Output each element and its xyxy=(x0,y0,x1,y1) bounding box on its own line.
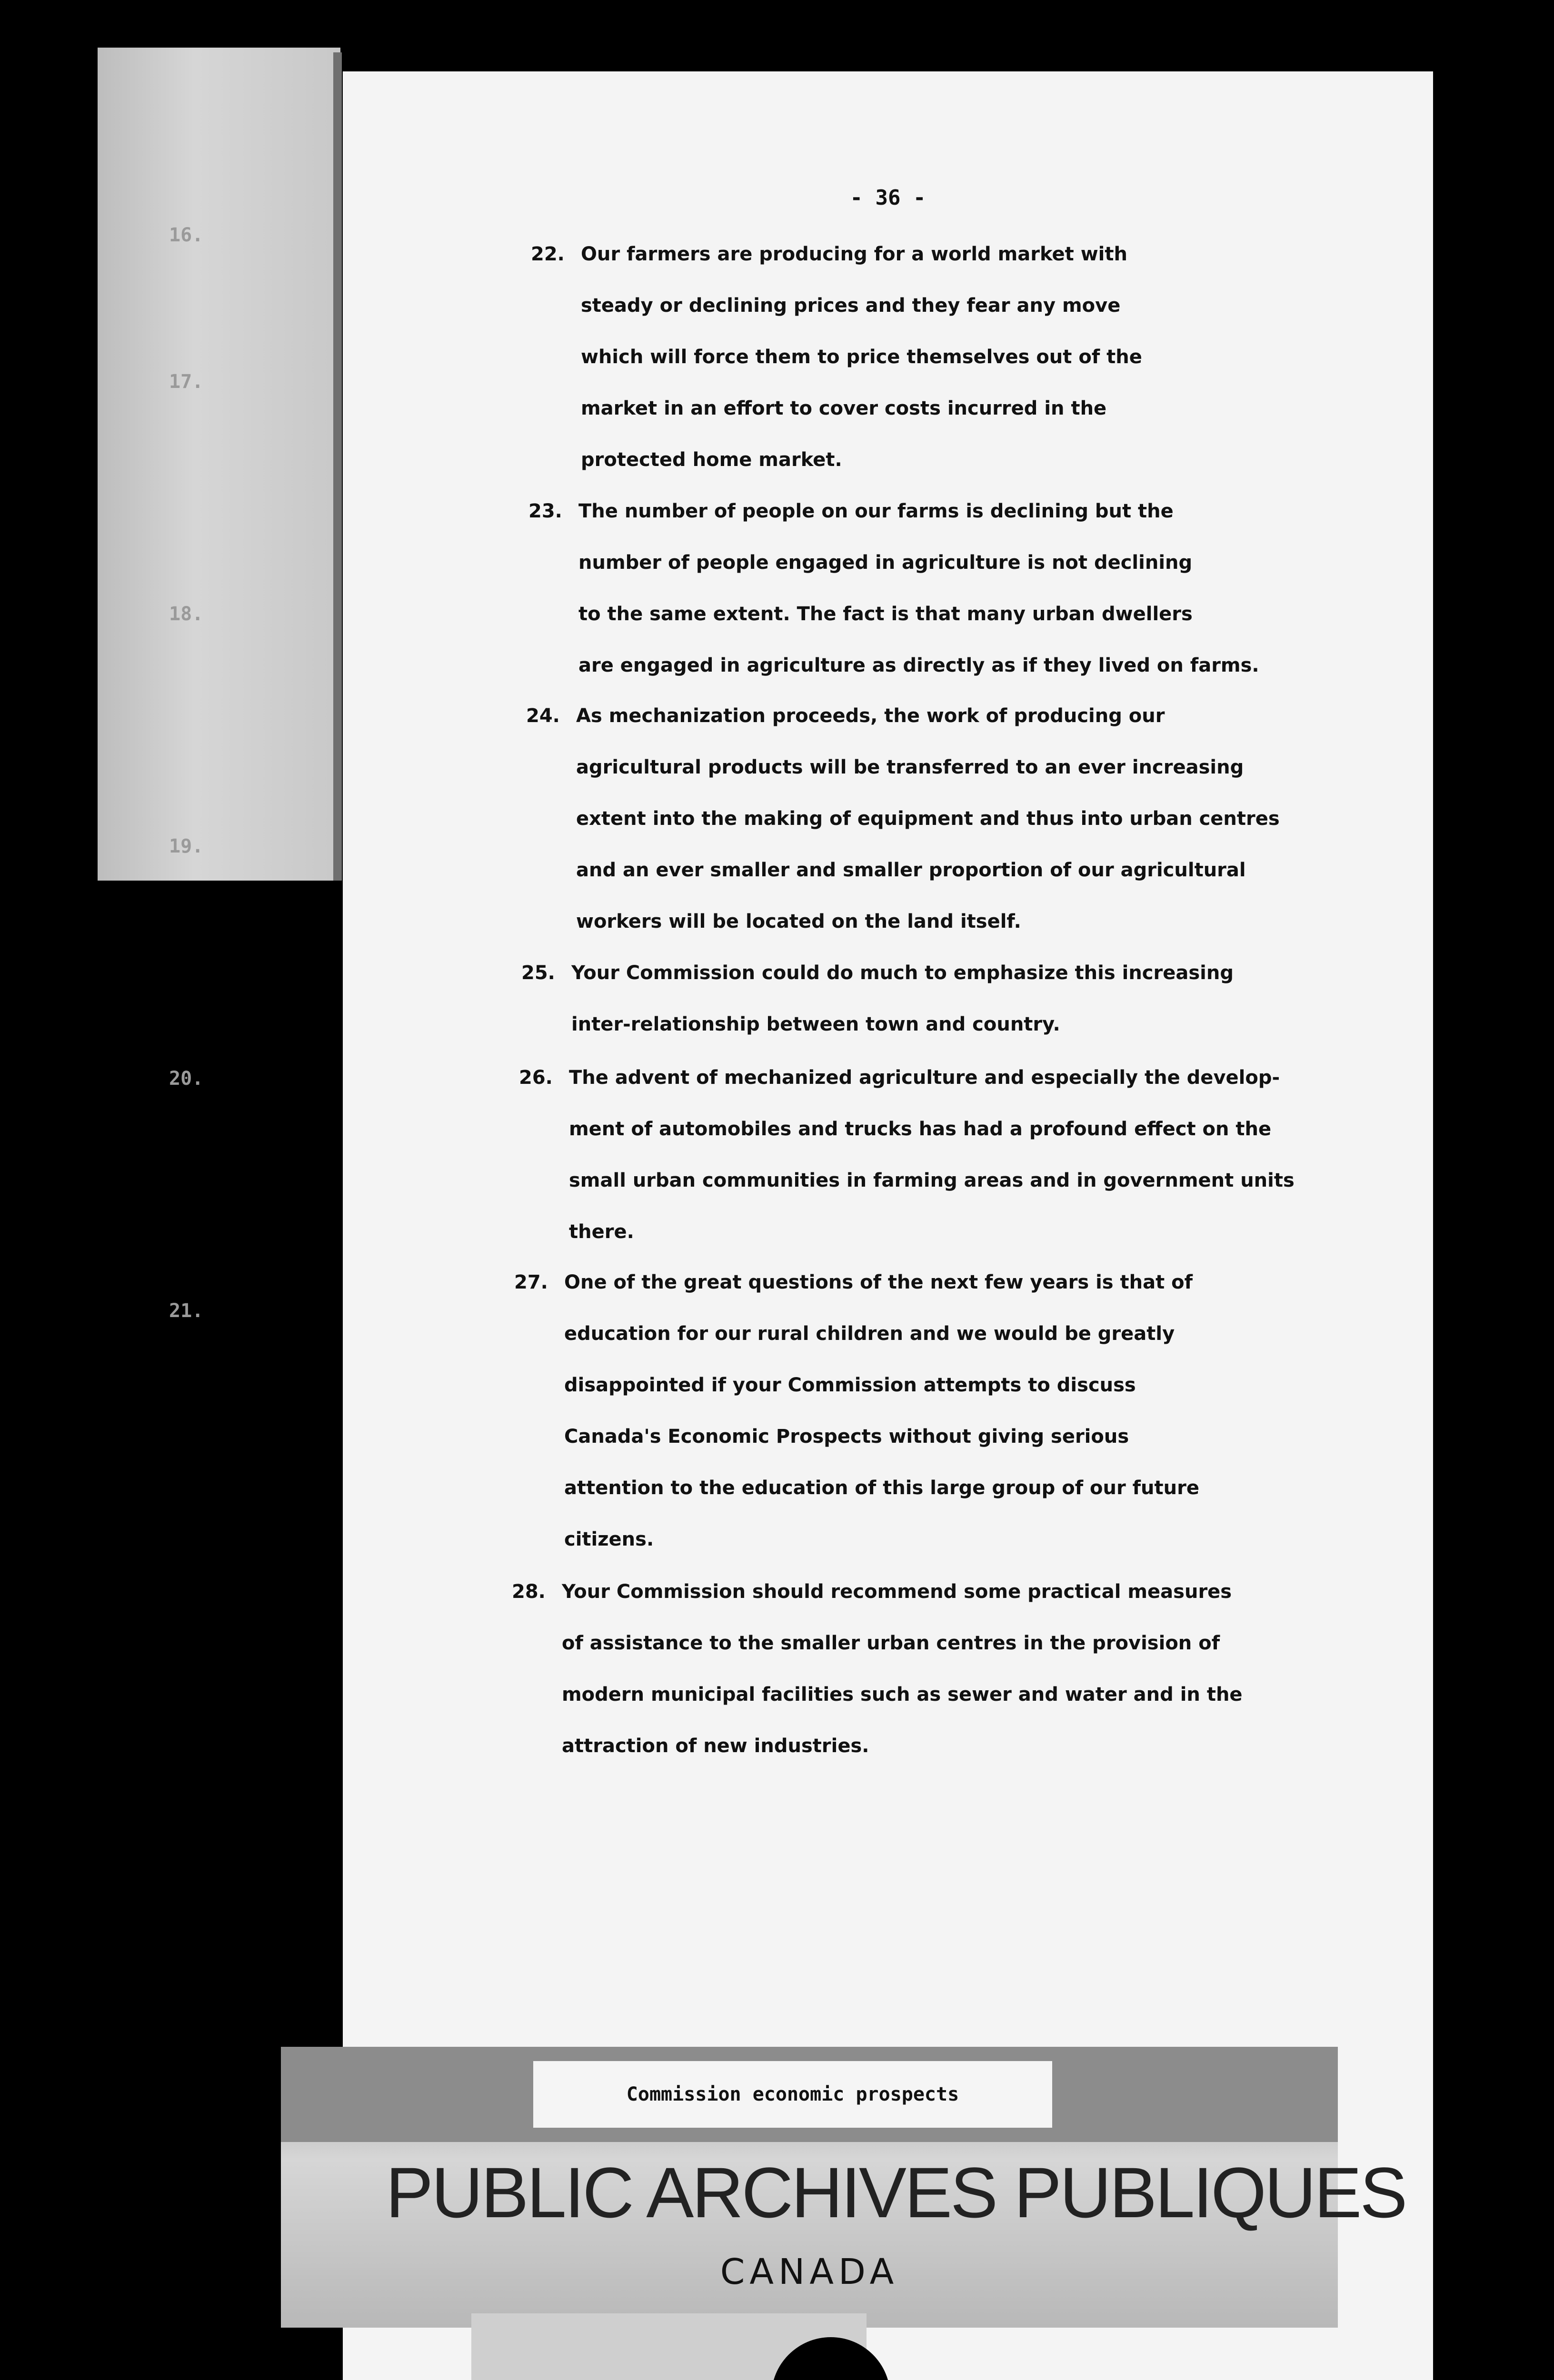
text-line: attraction of new industries. xyxy=(562,1735,869,1757)
document-page xyxy=(343,71,1433,2380)
text-line: there. xyxy=(569,1221,634,1243)
text-line: Your Commission could do much to emphasize this increasing xyxy=(571,962,1234,984)
text-line: attention to the education of this large group of our future xyxy=(564,1477,1199,1499)
archive-title: PUBLIC ARCHIVES PUBLIQUES xyxy=(386,2152,1406,2232)
bleed-text: 17. xyxy=(169,371,204,393)
paragraph-number: 23. xyxy=(528,500,562,522)
file-label: Commission economic prospects xyxy=(533,2061,1052,2128)
paragraph-23 xyxy=(528,486,1338,691)
text-line: The advent of mechanized agriculture and especially the develop- xyxy=(569,1067,1280,1089)
text-line: to the same extent. The fact is that many urban dwellers xyxy=(578,603,1193,625)
text-line: market in an effort to cover costs incurred in the xyxy=(581,397,1107,419)
text-line: disappointed if your Commission attempts to discuss xyxy=(564,1374,1136,1396)
text-line: Canada's Economic Prospects without giving serious xyxy=(564,1426,1129,1448)
paragraph-number: 26. xyxy=(519,1067,553,1089)
text-line: of assistance to the smaller urban centres in the provision of xyxy=(562,1632,1220,1654)
text-line: The number of people on our farms is declining but the xyxy=(578,500,1174,522)
text-line: citizens. xyxy=(564,1528,654,1550)
text-line: protected home market. xyxy=(581,449,842,471)
text-line: Your Commission should recommend some practical measures xyxy=(562,1581,1232,1603)
paragraph-27 xyxy=(514,1257,1324,1565)
archive-label-card xyxy=(281,2047,1406,2328)
text-line: ment of automobiles and trucks has had a profound effect on the xyxy=(569,1118,1272,1140)
paragraph-24 xyxy=(526,690,1335,947)
text-line: which will force them to price themselves out of the xyxy=(581,346,1142,368)
bleed-text: 19. xyxy=(169,835,204,857)
paragraph-number: 22. xyxy=(531,243,565,265)
text-line: and an ever smaller and smaller proportion of our agricultural xyxy=(576,859,1246,881)
text-line: modern municipal facilities such as sewer and water and in the xyxy=(562,1684,1243,1706)
text-line: extent into the making of equipment and thus into urban centres xyxy=(576,808,1280,830)
bleed-text: 20. xyxy=(169,1068,204,1090)
bleed-text: 16. xyxy=(169,224,204,246)
text-line: As mechanization proceeds, the work of producing our xyxy=(576,705,1165,727)
paragraph-26 xyxy=(519,1052,1328,1258)
page-gutter xyxy=(333,52,342,881)
text-line: are engaged in agriculture as directly as if they lived on farms. xyxy=(578,654,1259,676)
text-line: inter-relationship between town and country. xyxy=(571,1013,1060,1035)
text-line: small urban communities in farming areas and in government units xyxy=(569,1170,1295,1191)
paragraph-number: 24. xyxy=(526,705,560,727)
bleed-text: 18. xyxy=(169,603,204,625)
archive-country: CANADA xyxy=(720,2251,899,2292)
paragraph-22 xyxy=(531,228,1340,486)
paragraph-number: 25. xyxy=(521,962,555,984)
paragraph-28 xyxy=(512,1566,1321,1772)
text-line: workers will be located on the land itself. xyxy=(576,911,1021,932)
text-line: Our farmers are producing for a world market with xyxy=(581,243,1127,265)
text-line: One of the great questions of the next few years is that of xyxy=(564,1271,1193,1293)
text-line: steady or declining prices and they fear any move xyxy=(581,295,1121,317)
paragraph-number: 27. xyxy=(514,1271,548,1293)
text-line: agricultural products will be transferred to an ever increasing xyxy=(576,756,1244,778)
bleed-text: 21. xyxy=(169,1300,204,1322)
text-line: education for our rural children and we would be greatly xyxy=(564,1323,1175,1345)
left-page-bleed-through xyxy=(169,209,331,1733)
page-number: - 36 - xyxy=(850,186,926,210)
paragraph-number: 28. xyxy=(512,1581,546,1603)
text-line: number of people engaged in agriculture is not declining xyxy=(578,552,1193,574)
paragraph-25 xyxy=(521,947,1331,1050)
